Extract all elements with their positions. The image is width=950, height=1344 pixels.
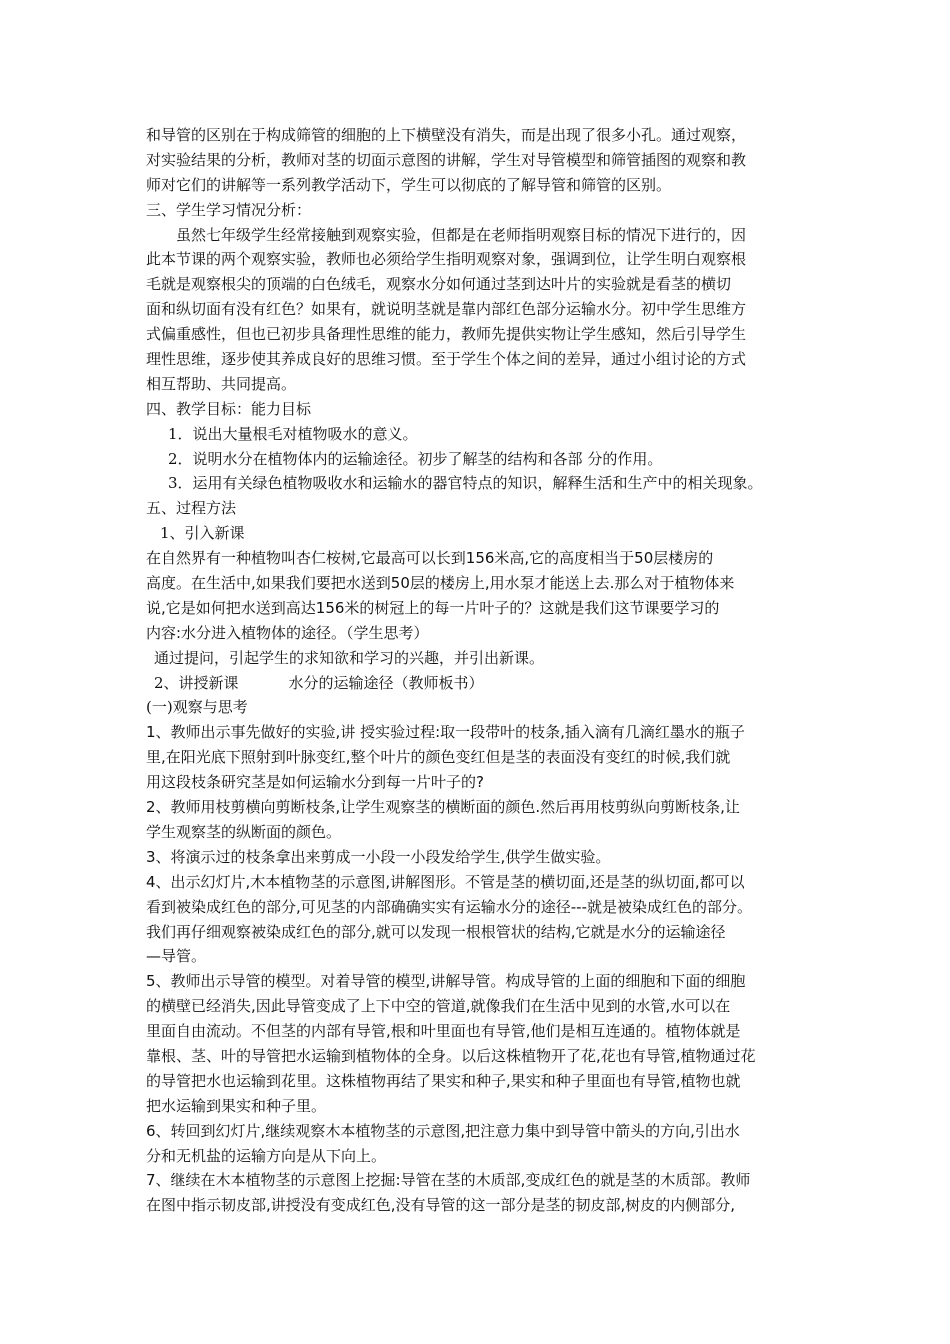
item1-line-2: 里,在阳光底下照射到叶脉变红,整个叶片的颜色变红但是茎的表面没有变红的时候,我们就 — [146, 748, 731, 767]
item5-line-4: 靠根、茎、叶的导管把水运输到植物体的全身。以后这株植物开了花,花也有导管,植物通过花 — [146, 1046, 756, 1065]
item5-line-1: 5、教师出示导管的模型。对着导管的模型,讲解导管。构成导管的上面的细胞和下面的细胞 — [146, 972, 746, 991]
item7-line-1: 7、继续在木本植物茎的示意图上挖掘:导管在茎的木质部,变成红色的就是茎的木质部。教师 — [146, 1171, 751, 1190]
sub2-title: 水分的运输途径（教师板书） — [288, 673, 484, 692]
item4-line-1: 4、出示幻灯片,木本植物茎的示意图,讲解图形。不管是茎的横切面,还是茎的纵切面,都可以 — [146, 872, 745, 891]
item1-line-3: 用这段枝条研究茎是如何运输水分到每一片叶子的? — [146, 773, 484, 792]
part1-heading: (一)观察与思考 — [146, 698, 248, 717]
section3-heading: 三、学生学习情况分析： — [146, 200, 312, 219]
item2-line-1: 2、教师用枝剪横向剪断枝条,让学生观察茎的横断面的颜色.然后再用枝剪纵向剪断枝条,让 — [146, 798, 740, 817]
goal-item-2: 2．说明水分在植物体内的运输途径。初步了解茎的结构和各部 分的作用。 — [168, 449, 663, 468]
goal-item-1: 1．说出大量根毛对植物吸水的意义。 — [168, 424, 418, 443]
section4-heading: 四、教学目标：能力目标 — [146, 399, 312, 418]
item4-line-4: —导管。 — [146, 947, 207, 966]
document-body — [146, 123, 836, 1218]
intro-line-2: 对实验结果的分析，教师对茎的切面示意图的讲解，学生对导管模型和筛管插图的观察和教 — [146, 150, 747, 169]
item4-line-3: 我们再仔细观察被染成红色的部分,就可以发现一根根管状的结构,它就是水分的运输途径 — [146, 922, 726, 941]
section3-line-4: 面和纵切面有没有红色？如果有，就说明茎就是靠内部红色部分运输水分。初中学生思维方 — [146, 300, 747, 319]
section3-line-5: 式偏重感性，但也已初步具备理性思维的能力，教师先提供实物让学生感知，然后引导学生 — [146, 325, 747, 344]
item4-line-2: 看到被染成红色的部分,可见茎的内部确确实实有运输水分的途径---就是被染成红色的部分。 — [146, 897, 753, 916]
section3-line-6: 理性思维，逐步使其养成良好的思维习惯。至于学生个体之间的差异，通过小组讨论的方式 — [146, 350, 747, 369]
item7-line-2: 在图中指示韧皮部,讲授没有变成红色,没有导管的这一部分是茎的韧皮部,树皮的内侧部分, — [146, 1196, 736, 1215]
section5-heading: 五、过程方法 — [146, 499, 237, 518]
item2-line-2: 学生观察茎的纵断面的颜色。 — [146, 822, 342, 841]
section3-line-2: 此本节课的两个观察实验，教师也必须给学生指明观察对象，强调到位，让学生明白观察根 — [146, 250, 747, 269]
item5-line-5: 的导管把水也运输到花里。这株植物再结了果实和种子,果实和种子里面也有导管,植物也就 — [146, 1071, 741, 1090]
item3-line-1: 3、将演示过的枝条拿出来剪成一小段一小段发给学生,供学生做实验。 — [146, 847, 611, 866]
goal-item-3: 3．运用有关绿色植物吸收水和运输水的器官特点的知识，解释生活和生产中的相关现象。 — [168, 474, 763, 493]
section3-line-7: 相互帮助、共同提高。 — [146, 374, 297, 393]
sub1-line-3: 说,它是如何把水送到高达156米的树冠上的每一片叶子的？这就是我们这节课要学习的 — [146, 598, 720, 617]
item5-line-3: 里面自由流动。不但茎的内部有导管,根和叶里面也有导管,他们是相互连通的。植物体就是 — [146, 1022, 741, 1041]
sub1-line-2: 高度。在生活中,如果我们要把水送到50层的楼房上,用水泵才能送上去.那么对于植物体来 — [146, 574, 735, 593]
intro-line-1: 和导管的区别在于构成筛管的细胞的上下横壁没有消失，而是出现了很多小孔。通过观察， — [146, 126, 747, 144]
sub1-heading: 1、引入新课 — [160, 524, 245, 543]
item6-line-1: 6、转回到幻灯片,继续观察木本植物茎的示意图,把注意力集中到导管中箭头的方向,引出水 — [146, 1121, 740, 1140]
sub1-tail: 通过提问，引起学生的求知欲和学习的兴趣，并引出新课。 — [154, 648, 545, 667]
sub1-line-4: 内容:水分进入植物体的途径。（学生思考） — [146, 623, 429, 642]
sub2-heading — [146, 671, 836, 696]
item5-line-6: 把水运输到果实和种子里。 — [146, 1096, 327, 1115]
section3-line-1: 虽然七年级学生经常接触到观察实验，但都是在老师指明观察目标的情况下进行的，因 — [176, 225, 747, 244]
item6-line-2: 分和无机盐的运输方向是从下向上。 — [146, 1146, 387, 1165]
section3-line-3: 毛就是观察根尖的顶端的白色绒毛，观察水分如何通过茎到达叶片的实验就是看茎的横切 — [146, 275, 732, 294]
item5-line-2: 的横壁已经消失,因此导管变成了上下中空的管道,就像我们在生活中见到的水管,水可以在 — [146, 997, 731, 1016]
item1-line-1: 1、教师出示事先做好的实验,讲 授实验过程:取一段带叶的枝条,插入滴有几滴红墨水的瓶子 — [146, 723, 745, 742]
sub1-line-1: 在自然界有一种植物叫杏仁桉树,它最高可以长到156米高,它的高度相当于50层楼房的 — [146, 549, 714, 568]
intro-line-3: 师对它们的讲解等一系列教学活动下，学生可以彻底的了解导管和筛管的区别。 — [146, 175, 672, 194]
sub2-label: 2、讲授新课 — [154, 673, 239, 692]
